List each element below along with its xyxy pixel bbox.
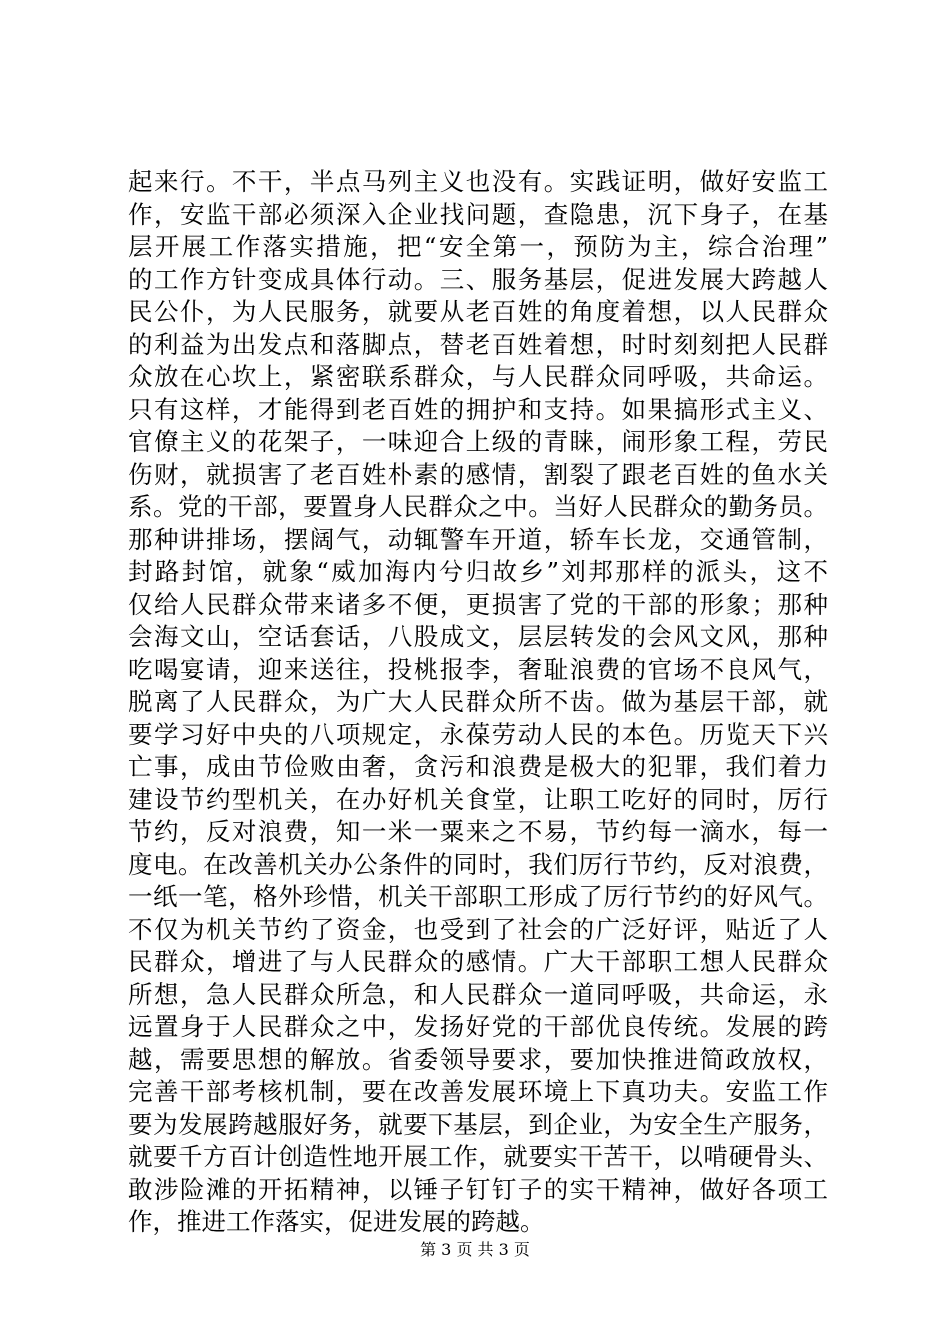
text-line: 系。党的干部，要置身人民群众之中。当好人民群众的勤务员。: [128, 492, 828, 521]
text-line: 官僚主义的花架子，一味迎合上级的青睐，闹形象工程，劳民: [128, 427, 828, 456]
text-line: 要为发展跨越服好务，就要下基层，到企业，为安全生产服务，: [128, 1109, 828, 1139]
page-number-label: 第 3 页 共 3 页: [420, 1240, 530, 1259]
text-line: 节约，反对浪费，知一米一粟来之不易，节约每一滴水，每一: [128, 817, 828, 846]
text-line: 所想，急人民群众所急，和人民群众一道同呼吸，共命运，永: [128, 979, 828, 1009]
text-line: 的工作方针变成具体行动。三、服务基层，促进发展大跨越人: [128, 264, 828, 294]
text-line: 只有这样，才能得到老百姓的拥护和支持。如果搞形式主义、: [128, 394, 828, 424]
text-line-last: 作，推进工作落实，促进发展的跨越。: [128, 1207, 545, 1236]
text-line: 民公仆，为人民服务，就要从老百姓的角度着想，以人民群众: [128, 297, 828, 326]
text-line: 起来行。不干，半点马列主义也没有。实践证明，做好安监工: [128, 167, 828, 196]
text-line: 作，安监干部必须深入企业找问题，查隐患，沉下身子，在基: [128, 199, 828, 229]
text-line: 完善干部考核机制，要在改善发展环境上下真功夫。安监工作: [128, 1077, 828, 1106]
text-line: 亡事，成由节俭败由奢，贪污和浪费是极大的犯罪，我们着力: [128, 752, 828, 781]
text-line: 度电。在改善机关办公条件的同时，我们厉行节约，反对浪费，: [128, 849, 828, 879]
text-line: 不仅为机关节约了资金，也受到了社会的广泛好评，贴近了人: [128, 914, 828, 944]
text-line: 就要千方百计创造性地开展工作，就要实干苦干，以啃硬骨头、: [128, 1142, 828, 1171]
page-footer: [0, 1240, 950, 1260]
text-line: 要学习好中央的八项规定，永葆劳动人民的本色。历览天下兴: [128, 719, 828, 749]
text-line: 层开展工作落实措施，把“安全第一，预防为主，综合治理”: [128, 232, 828, 261]
text-line: 那种讲排场，摆阔气，动辄警车开道，轿车长龙，交通管制，: [128, 524, 828, 554]
body-text: [128, 166, 828, 1239]
text-line: 众放在心坎上，紧密联系群众，与人民群众同呼吸，共命运。: [128, 362, 828, 391]
text-line: 敢涉险滩的开拓精神，以锤子钉钉子的实干精神，做好各项工: [128, 1174, 828, 1204]
text-line: 民群众，增进了与人民群众的感情。广大干部职工想人民群众: [128, 947, 828, 976]
text-line: 越，需要思想的解放。省委领导要求，要加快推进简政放权，: [128, 1044, 828, 1074]
text-line: 仅给人民群众带来诸多不便，更损害了党的干部的形象；那种: [128, 589, 828, 619]
text-line: 伤财，就损害了老百姓朴素的感情，割裂了跟老百姓的鱼水关: [128, 459, 828, 489]
text-line: 的利益为出发点和落脚点，替老百姓着想，时时刻刻把人民群: [128, 329, 828, 359]
text-line: 远置身于人民群众之中，发扬好党的干部优良传统。发展的跨: [128, 1012, 828, 1041]
text-line: 脱离了人民群众，为广大人民群众所不齿。做为基层干部，就: [128, 687, 828, 716]
text-line: 吃喝宴请，迎来送往，投桃报李，奢耻浪费的官场不良风气，: [128, 654, 828, 684]
text-line: 封路封馆，就象“威加海内兮归故乡”刘邦那样的派头，这不: [128, 557, 828, 586]
text-line: 一纸一笔，格外珍惜，机关干部职工形成了厉行节约的好风气。: [128, 882, 828, 911]
text-line: 建设节约型机关，在办好机关食堂，让职工吃好的同时，厉行: [128, 784, 828, 814]
text-line: 会海文山，空话套话，八股成文，层层转发的会风文风，那种: [128, 622, 828, 651]
